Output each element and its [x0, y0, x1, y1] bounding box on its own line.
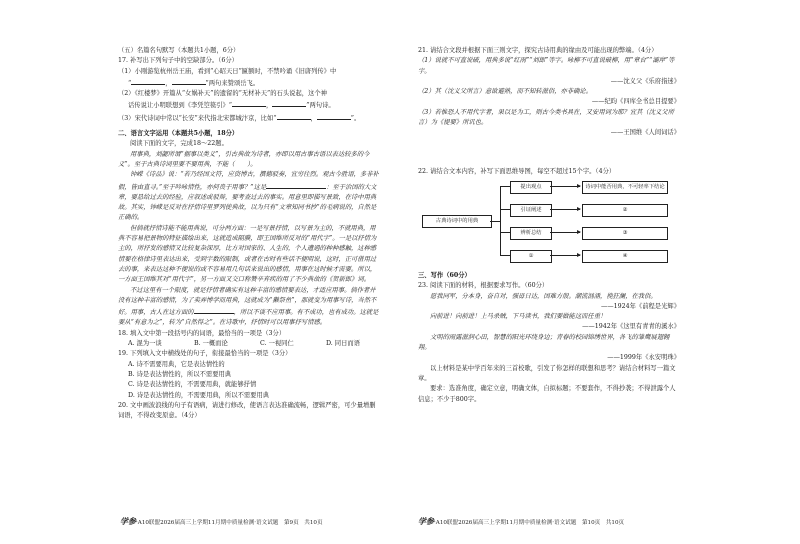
- material-2: （2）其（沈义父所言）意欲避熟，而不知转滋俗，亦非确论。: [418, 88, 593, 96]
- question-19: 19. 下列填入文中横线处的句子，衔接最恰当的一项是（3分）: [118, 350, 292, 358]
- blank-1[interactable]: ①: [510, 250, 552, 263]
- option-b[interactable]: B. 诗是表达情性的，所以不需要用典: [128, 370, 232, 378]
- question-17-2-blanks: 话传说让小明联想到《李凭箜篌引》“ ， ”两句诗。: [118, 99, 380, 111]
- mind-map: [418, 181, 680, 259]
- writing-requirements: 要求：选准角度，确定立意，明确文体，自拟标题；不要套作，不得抄袭；不得泄露个人信息；不少于800字。: [418, 385, 676, 403]
- material-3-source: ——王国维《人间词话》: [610, 129, 680, 137]
- blank-4[interactable]: ④: [582, 250, 668, 263]
- question-18: 18. 填入文中第一段括号内的词语，最恰当的一项是（3分）: [118, 329, 286, 337]
- section-3-title: 三、写作（60分）: [418, 271, 471, 279]
- arrow: [550, 255, 580, 256]
- brand-logo: 学参: [418, 516, 434, 526]
- song-1: 愿我同军，分本身，奋自对，强毋日达，国难方殷。潮流汹涌，挽狂澜，在我俗。: [430, 292, 657, 300]
- passage-paragraph-2: 钟嵘《诗品》说：“若乃经国文符，应资博古，撰德驳奏，宜穷往烈。观古今胜语，多非补假，皆由直寻。”至于吟咏情性，亦何贵于用事？”这是 ：至于治国的大文章，要恳给过去的经验，应叙述或驳辩，要考查过去的事实。用意里即描写景致，在诗中用典故。其实，钟嵘是反对在抒情诗里罗列使典故，以为只有“文章知同书抄”的毛病说的，自然是正确的。: [118, 171, 379, 222]
- blank-3[interactable]: ③: [582, 227, 668, 240]
- song-2-source: ——1942年《这里有青青的溪水》: [582, 323, 680, 331]
- passage-paragraph-1: 用事典，刘勰所谓“据事以类义”，引古典故为诗者，亦即以用古事古语以表达较多的今义”。至于古典诗词里要不要用典，不能（ ）。: [118, 150, 370, 168]
- song-3: 文明的雨露滋润心田，智慧的阳光环绕身边；青春的校园锦绣世界，各飞的雏鹰展翅翱翔。: [418, 333, 670, 352]
- reading-intro: 阅读下面的文字，完成18～22题。: [130, 140, 228, 148]
- blank[interactable]: [317, 112, 351, 120]
- node-summary: 辨析总结: [510, 227, 552, 240]
- question-17-3: （3）宋代诗词中常以“长安”来代指北宋都城汴京，比如“ ， ”。: [118, 112, 380, 124]
- right-page: [400, 0, 800, 544]
- writing-task: 以上材料是某中学百年来的三首校歌，引发了你怎样的联想和思考？请结合材料写一篇文章。: [418, 364, 676, 382]
- blank[interactable]: [194, 306, 234, 314]
- question-17-1: （1）小刚游览杭州岳王庙，看到“心昭天日”匾额时，不禁吟诵《旧唐列传》中: [118, 67, 337, 75]
- option-d[interactable]: D. 诗是表达情性的，不需要用典，所以不需要用典: [128, 391, 270, 399]
- song-2: 向前进！向前进！上马杀贼，下马读书，我们要做能这而任重！: [430, 313, 607, 321]
- arrow: [550, 209, 580, 210]
- material-1-source: ——沈义父《乐府指迷》: [610, 77, 680, 85]
- option-a[interactable]: A. 混为一谈: [128, 340, 162, 348]
- question-17-1-blanks: “ ， ”两句来赞颂岳飞。: [118, 77, 380, 89]
- question-23: 23. 阅读下面的材料，根据要求写作。（60分）: [418, 282, 549, 290]
- blank[interactable]: [266, 181, 326, 189]
- blank[interactable]: [277, 112, 311, 120]
- blank[interactable]: [232, 99, 266, 107]
- option-c[interactable]: C. 诗是表达情性的，不需要用典，就能够抒情: [128, 381, 257, 389]
- node-citation: 引证阐述: [510, 204, 552, 217]
- option-b[interactable]: B. 一概而论: [193, 340, 228, 348]
- question-20: 20. 文中画波浪线的句子有语病，请进行修改，使语言表达准确流畅，逻辑严密，可少量增删词语，不得改变原意。（4分）: [118, 401, 376, 420]
- song-3-source: ——1999年《永安明珠》: [607, 354, 680, 362]
- right-column: [418, 46, 680, 405]
- blank[interactable]: [272, 99, 306, 107]
- passage-paragraph-4: 不过这里有一个限度，就是抒情者确实有这种丰富的感情要表达，才适应用事。倘作者并没有这种丰富的感情，为了卖弄博学而用典，这就成为“獭祭鱼”，那就变为用事写诗，当然不好。用事，古人在这方面的 ，所以不谈不应用事。有不成功，也有成功。这就是要从“有意为之”，转为“自然得之”。在诗歌中，抒情时可以用事抒写情感。: [118, 286, 379, 327]
- node-viewpoint-result: 诗词中能否用典，不可轻率下结论: [582, 181, 668, 194]
- question-17-stem: 17. 补写出下列句子中的空缺部分。（6分）: [118, 57, 238, 65]
- material-3: （3）若惟恐人不用代字者，果以是为工，则古今类书具在，又安用词为耶？宜其（沈义父所言）为《提要》所讥也。: [418, 108, 674, 127]
- question-21: 21. 请结合文段并根据下面三则文字，探究古诗用典的缘由及可能出现的弊端。（4分）: [418, 47, 658, 54]
- material-1: （1）说就不可直说破，用典多说“红雨”“刘郎”等字。咏柳不可直说破柳，用“章台”“灞岸”等字。: [418, 57, 675, 75]
- arrow: [550, 186, 580, 187]
- section-2-title: 二、语言文字运用（本题共5小题，18分）: [118, 130, 239, 138]
- question-17-2: （2）《红楼梦》开篇从“女娲补天”的遗留的“无材补天”的石头说起，这个神: [118, 90, 327, 98]
- blank-2[interactable]: ②: [582, 204, 668, 217]
- material-2-source: ——纪昀《四库全书总目提要》: [591, 98, 680, 106]
- option-d[interactable]: D. 同日而语: [325, 340, 360, 348]
- passage-paragraph-3: 但倘就抒情诗能不能用典说，可分两方面：一是写景抒情，以写景为主的，不就用典，用典不容易把景物的特征描绘出来，这就造成隔膜，即王国维所反对的“用代字”。一是以抒情为主的，所抒发的感情又比较复杂深厚，比方对国家的、人生的，个人遭遇的种种感触，这种感情要在格律诗里表达出来，受到字数的限制，或者在古时有些话不便明说，这时，正可借用过去的事，来表达这种不便说的或不容易用几句话来说出的感情，用事在这时候才需要。所以，一方面王国维其对“用代字”，另一方面又交口称赞辛弃疾的用了不少典故的《贺新郎》词。: [118, 224, 377, 284]
- option-a[interactable]: A. 诗不需要用典，它是表达情性的: [128, 360, 225, 368]
- blank[interactable]: [131, 77, 165, 85]
- question-18-options: [118, 339, 380, 349]
- arrow: [550, 232, 580, 233]
- brand-logo: 学参: [120, 516, 136, 526]
- option-c[interactable]: C. 一视同仁: [259, 340, 294, 348]
- song-1-source: ——1924年《前程是光辉》: [601, 302, 680, 310]
- left-footer: 学参·A10联盟2026届高三上学期11月期中质量检测·语文试题 第9页 共10页: [120, 516, 323, 526]
- mind-map-root: 古典诗词中的用典: [422, 215, 492, 228]
- node-viewpoint: 提出观点: [510, 181, 552, 194]
- section-5-title: （五）名篇名句默写（本题共1小题，6分）: [118, 47, 240, 54]
- left-column: [118, 46, 380, 421]
- question-22: 22. 请结合文本内容，补写下面思维导图，每空不超过15个字。（4分）: [418, 167, 616, 175]
- right-footer: 学参·A10联盟2026届高三上学期11月期中质量检测·语文试题 第10页 共10页: [418, 516, 625, 526]
- blank[interactable]: [172, 77, 206, 85]
